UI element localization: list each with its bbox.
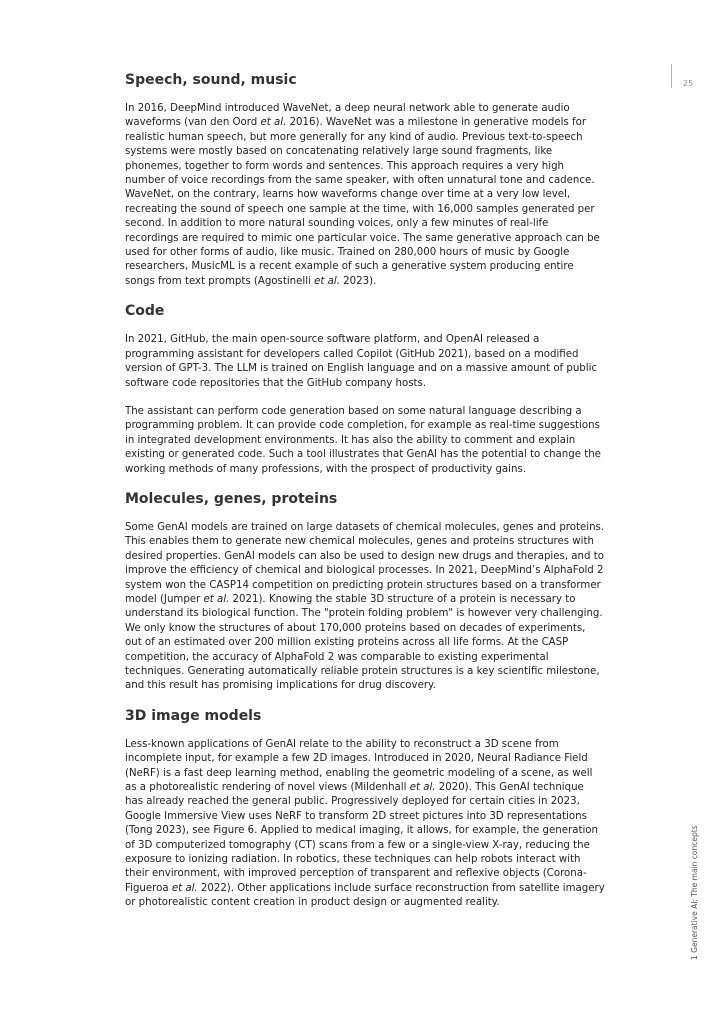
body-paragraph <box>125 333 605 391</box>
italic-text: et al. <box>314 275 340 287</box>
body-paragraph <box>125 102 605 289</box>
text-run: 2021). Knowing the stable 3D structure of a protein is necessary to understand its biological function. The "protein folding problem" is however very challenging. We only know the structures of about 170,000 proteins based on decades of experiments, out of an estimated over 200 million existing proteins across all life forms. At the CASP competition, the accuracy of AlphaFold 2 was comparable to existing experimental techniques. Generating automatically reliable protein structures is a key scientific milestone, and this result has promising implications for drug discovery. <box>125 593 603 692</box>
section-heading: Code <box>125 303 165 320</box>
body-paragraph <box>125 738 605 911</box>
body-paragraph <box>125 405 605 477</box>
section <box>125 70 605 289</box>
section <box>125 301 605 477</box>
text-run: The assistant can perform code generation based on some natural language describing a programming problem. It can provide code completion, for example as real-time suggestions in integrated development environments. It has also the ability to comment and explain existing or generated code. Such a tool illustrates that GenAI has the potential to change the working methods of many professions, with the prospect of productivity gains. <box>125 405 601 475</box>
section-heading: Molecules, genes, proteins <box>125 490 338 507</box>
running-footer <box>690 825 699 960</box>
text-run: 2022). Other applications include surface reconstruction from satellite imagery or photorealistic content creation in product design or augmented reality. <box>125 882 605 909</box>
footer-chapter: 1 Generative AI: The main concepts <box>690 825 699 960</box>
section <box>125 706 605 911</box>
italic-text: et al. <box>171 882 198 894</box>
page-number: 25 <box>683 79 694 88</box>
section <box>125 489 605 694</box>
main-content <box>125 70 605 911</box>
text-run: 2020). This GenAI technique has already reached the general public. Progressively deployed for certain cities in 2023, Google Immersive View uses NeRF to transform 2D street pictures into 3D representations (Tong 2023), see Figure 6. Applied to medical imaging, it allows, for example, the generation of 3D computerized tomography (CT) scans from a few or a single-view X-ray, reducing the exposure to ionizing radiation. In robotics, these techniques can help robots interact with their environment, with improved perception of transparent and reflexive objects (Corona-Figueroa <box>125 782 598 894</box>
italic-text: et al. <box>260 117 287 129</box>
text-run: 2023). <box>339 275 377 287</box>
text-run: In 2016, DeepMind introduced WaveNet, a deep neural network able to generate audio waveforms (van den Oord <box>125 103 570 129</box>
section-heading: Speech, sound, music <box>125 72 297 88</box>
text-run: Some GenAI models are trained on large datasets of chemical molecules, genes and proteins. This enables them to generate new chemical molecules, genes and proteins structures with desired properties. GenAI models can also be used to design new drugs and therapies, and to improve the efficiency of chemical and biological processes. In 2021, DeepMind’s AlphaFold 2 system won the CASP14 competition on predicting protein structures based on a transformer model (Jumper <box>125 521 605 605</box>
italic-text: et al. <box>409 782 436 794</box>
margin-rule <box>671 64 672 88</box>
text-run: Less-known applications of GenAI relate to the ability to reconstruct a 3D scene from incomplete input, for example a few 2D images. Introduced in 2020, Neural Radiance Field (NeRF) is a fast deep learning method, enabling the geometric modeling of a scene, as well as a photorealistic rendering of novel views (Mildenhall <box>125 738 593 794</box>
section-heading: 3D image models <box>125 707 262 724</box>
body-paragraph <box>125 521 605 694</box>
text-run: 2016). WaveNet was a milestone in generative models for realistic human speech, but more generally for any kind of audio. Previous text-to-speech systems were mostly based on concatenating relatively large sound fragments, like phonemes, together to form words and sentences. This approach requires a very high number of voice recordings from the same speaker, with often unnatural tone and cadence. WaveNet, on the contrary, learns how waveforms change over time at a very low level, recreating the sound of speech one sample at the time, with 16,000 samples generated per second. In addition to more natural sounding voices, only a few minutes of real-life recordings are required to mimic one particular voice. The same generative approach can be used for other forms of audio, like music. Trained on 280,000 hours of music by Google researchers, MusicML is a recent example of such a generative system producing entire songs from text prompts (Agostinelli <box>125 117 600 287</box>
text-run: In 2021, GitHub, the main open-source software platform, and OpenAI released a programming assistant for developers called Copilot (GitHub 2021), based on a modified version of GPT-3. The LLM is trained on English language and on a massive amount of public software code repositories that the GitHub company hosts. <box>125 334 598 389</box>
italic-text: et al. <box>203 593 230 605</box>
